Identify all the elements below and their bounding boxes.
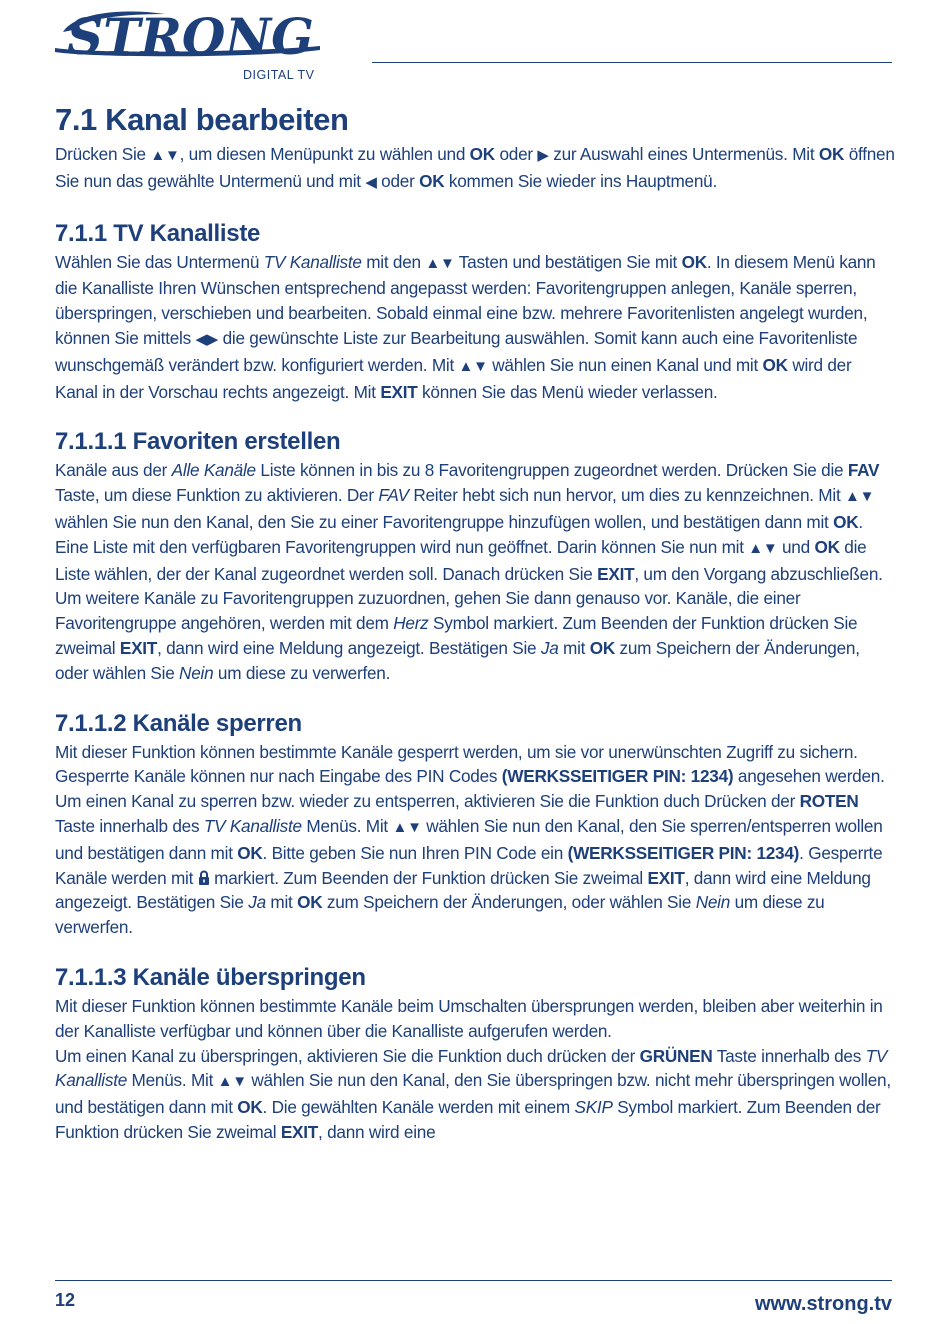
up-down-arrows-icon: ▲▼: [845, 488, 875, 506]
section-7-1-1-3-title: 7.1.1.3 Kanäle überspringen: [55, 963, 366, 991]
section-7-1-paragraph: Drücken Sie ▲▼, um diesen Menüpunkt zu wählen und OK oder ▶ zur Auswahl eines Untermenüs. Mit OK öffnen Sie nun das gewählte Untermenü und mit ◀ oder OK kommen Sie wieder ins Hauptmenü.: [55, 144, 895, 191]
header-rule: [372, 62, 892, 63]
website-link[interactable]: www.strong.tv: [754, 1293, 892, 1315]
section-7-1-title: 7.1 Kanal bearbeiten: [55, 102, 349, 137]
up-down-arrows-icon: ▲▼: [748, 539, 778, 557]
section-7-1-1-paragraph: Wählen Sie das Untermenü TV Kanalliste mit den ▲▼ Tasten und bestätigen Sie mit OK. In diesem Menü kann die Kanalliste Ihren Wünschen entsprechend angepasst werden: Favoritengruppen anlegen, Kanäle sperren, überspringen, verschieben und bearbeiten. Sobald einmal eine bzw. mehrere Favoritenlisten angelegt wurden, können Sie mittels ◀▶ die gewünschte Liste zur Bearbeitung auswählen. Somit kann auch eine Favoritenliste wunschgemäß verändert bzw. konfiguriert werden. Mit ▲▼ wählen Sie nun einen Kanal und mit OK wird der Kanal in der Vorschau rechts angezeigt. Mit EXIT können Sie das Menü wieder verlassen.: [55, 251, 876, 402]
footer-rule: [55, 1280, 892, 1281]
up-down-arrows-icon: ▲▼: [392, 818, 422, 836]
section-7-1-1-2-paragraph-2: Um einen Kanal zu sperren bzw. wieder zu entsperren, aktivieren Sie die Funktion duch Drücken der ROTEN Taste innerhalb des TV Kanalliste Menüs. Mit ▲▼ wählen Sie nun den Kanal, den Sie sperren/entsperren wollen und bestätigen dann mit OK. Bitte geben Sie nun Ihren PIN Code ein (WERKSSEITIGER PIN: 1234). Gesperrte Kanäle werden mit markiert. Zum Beenden der Funktion drücken Sie zweimal EXIT, dann wird eine Meldung angezeigt. Bestätigen Sie Ja mit OK zum Speichern der Änderungen, oder wählen Sie Nein um diese zu verwerfen.: [55, 791, 883, 938]
strong-logo: [55, 8, 325, 86]
logo-subtitle: DIGITAL TV: [243, 68, 315, 82]
document-body: [55, 100, 895, 1145]
up-down-arrows-icon: ▲▼: [458, 357, 488, 375]
up-down-arrows-icon: ▲▼: [150, 147, 180, 164]
up-down-arrows-icon: ▲▼: [425, 254, 455, 272]
right-arrow-icon: ▶: [537, 147, 549, 164]
up-down-arrows-icon: ▲▼: [217, 1073, 247, 1091]
logo-text: STRONG: [67, 8, 314, 66]
page-number: 12: [55, 1290, 76, 1310]
left-right-arrows-icon: ◀▶: [195, 330, 219, 348]
section-7-1-1-3-paragraph-2: Um einen Kanal zu überspringen, aktivieren Sie die Funktion duch drücken der GRÜNEN Taste innerhalb des TV Kanalliste Menüs. Mit ▲▼ wählen Sie nun den Kanal, den Sie überspringen bzw. nicht mehr überspringen wollen, und bestätigen dann mit OK. Die gewählten Kanäle werden mit einem SKIP Symbol markiert. Zum Beenden der Funktion drücken Sie zweimal EXIT, dann wird eine: [55, 1045, 891, 1142]
section-7-1-1-2-paragraph-1: Mit dieser Funktion können bestimmte Kanäle gesperrt werden, um sie vor unerwünschten Zugriff zu sichern. Gesperrte Kanäle können nur nach Eingabe des PIN Codes (WERKSSEITIGER PIN: 1234) angesehen werden.: [55, 741, 885, 787]
section-7-1-1-1-title: 7.1.1.1 Favoriten erstellen: [55, 428, 341, 456]
section-7-1-1-title: 7.1.1 TV Kanalliste: [55, 219, 261, 247]
lock-icon: [198, 870, 210, 886]
section-7-1-1-2-title: 7.1.1.2 Kanäle sperren: [55, 709, 302, 737]
left-arrow-icon: ◀: [365, 173, 377, 191]
section-7-1-1-1-paragraph: Kanäle aus der Alle Kanäle Liste können in bis zu 8 Favoritengruppen zugeordnet werden. Drücken Sie die FAV Taste, um diese Funktion zu aktivieren. Der FAV Reiter hebt sich nun hervor, um dies zu kennzeichnen. Mit ▲▼ wählen Sie nun den Kanal, den Sie zu einer Favoritengruppe hinzufügen wollen, und bestätigen dann mit OK. Eine Liste mit den verfügbaren Favoritengruppen wird nun geöffnet. Darin können Sie nun mit ▲▼ und OK die Liste wählen, der der Kanal zugeordnet werden soll. Danach drücken Sie EXIT, um den Vorgang abzuschließen. Um weitere Kanäle zu Favoritengruppen zuzuordnen, gehen Sie dann genauso vor. Kanäle, die einer Favoritengruppe angehören, werden mit dem Herz Symbol markiert. Zum Beenden der Funktion drücken Sie zweimal EXIT, dann wird eine Meldung angezeigt. Bestätigen Sie Ja mit OK zum Speichern der Änderungen, oder wählen Sie Nein um diese zu verwerfen.: [55, 460, 883, 683]
section-7-1-1-3-paragraph-1: Mit dieser Funktion können bestimmte Kanäle beim Umschalten übersprungen werden, bleiben aber weiterhin in der Kanalliste verfügbar und können über die Kanalliste aufgerufen werden.: [55, 995, 883, 1041]
logo-wordmark: [55, 8, 325, 66]
